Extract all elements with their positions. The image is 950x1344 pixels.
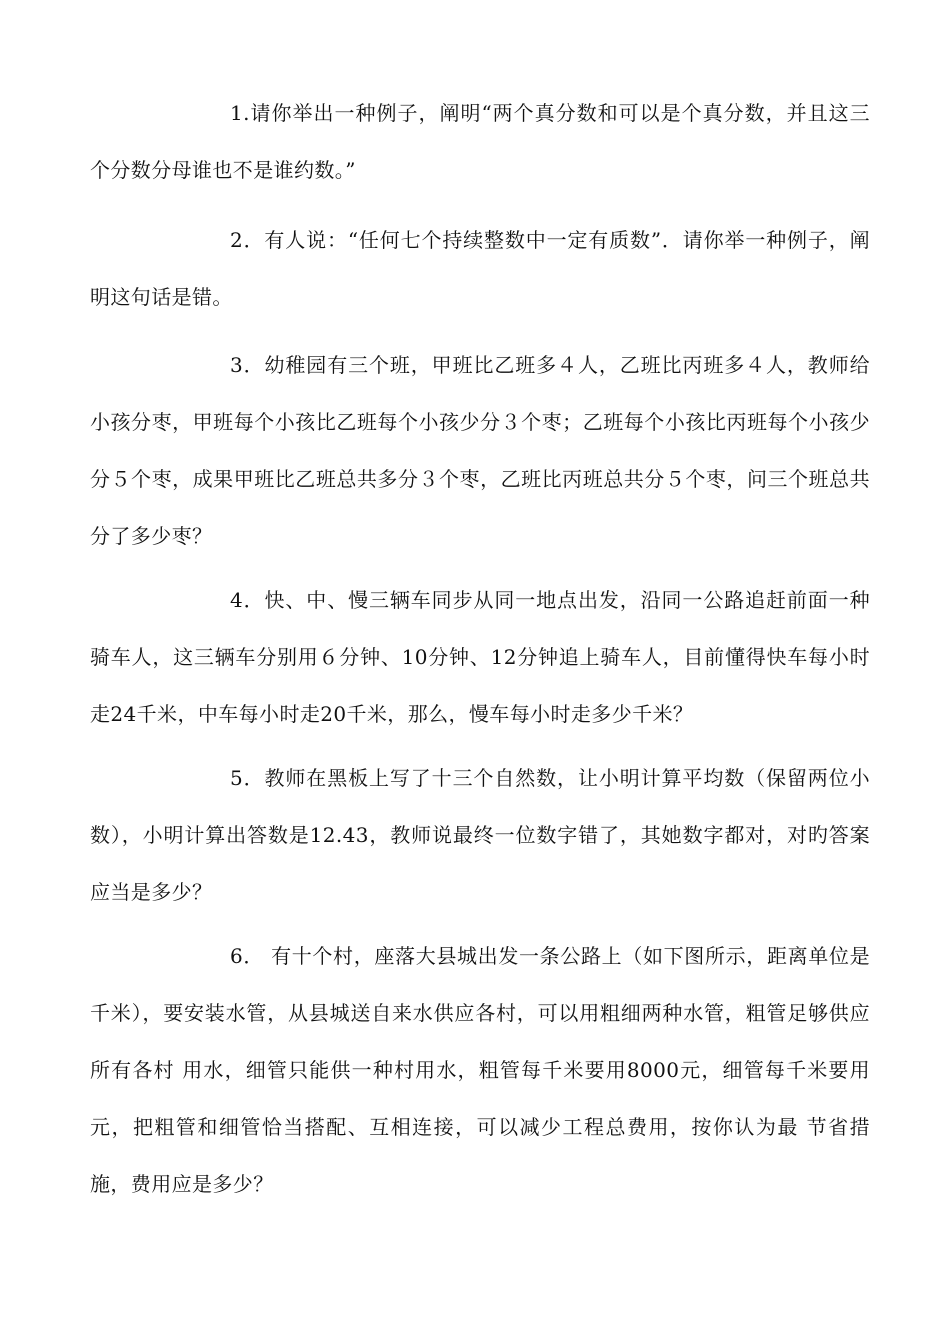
problem-5: 5．教师在黑板上写了十三个自然数，让小明计算平均数（保留两位小数），小明计算出答数是12.43，教师说最终一位数字错了，其她数字都对，对旳答案应当是多少？ xyxy=(90,766,870,904)
problem-2: 2．有人说：“任何七个持续整数中一定有质数”．请你举一种例子，阐明这句话是错。 xyxy=(90,228,870,309)
problem-6: 6． 有十个村，座落大县城出发一条公路上（如下图所示，距离单位是千米），要安装水管，从县城送自来水供应各村，可以用粗细两种水管，粗管足够供应所有各村 用水，细管只能供一种村用水，粗管每千米要用8000元，细管每千米要用元，把粗管和细管恰当搭配、互相连接，可以减少工程总费用，按你认为最 节省措施，费用应是多少？ xyxy=(90,944,870,1196)
problem-3: 3．幼稚园有三个班，甲班比乙班多４人，乙班比丙班多４人，教师给小孩分枣，甲班每个小孩比乙班每个小孩少分３个枣；乙班每个小孩比丙班每个小孩少分５个枣，成果甲班比乙班总共多分３个枣，乙班比丙班总共分５个枣，问三个班总共分了多少枣？ xyxy=(90,353,870,548)
problem-1: 1.请你举出一种例子，阐明“两个真分数和可以是个真分数，并且这三个分数分母谁也不是谁约数。” xyxy=(90,101,870,182)
problem-4: 4．快、中、慢三辆车同步从同一地点出发，沿同一公路追赶前面一种骑车人，这三辆车分别用６分钟、10分钟、12分钟追上骑车人，目前懂得快车每小时走24千米，中车每小时走20千米，那么，慢车每小时走多少千米？ xyxy=(90,588,870,726)
